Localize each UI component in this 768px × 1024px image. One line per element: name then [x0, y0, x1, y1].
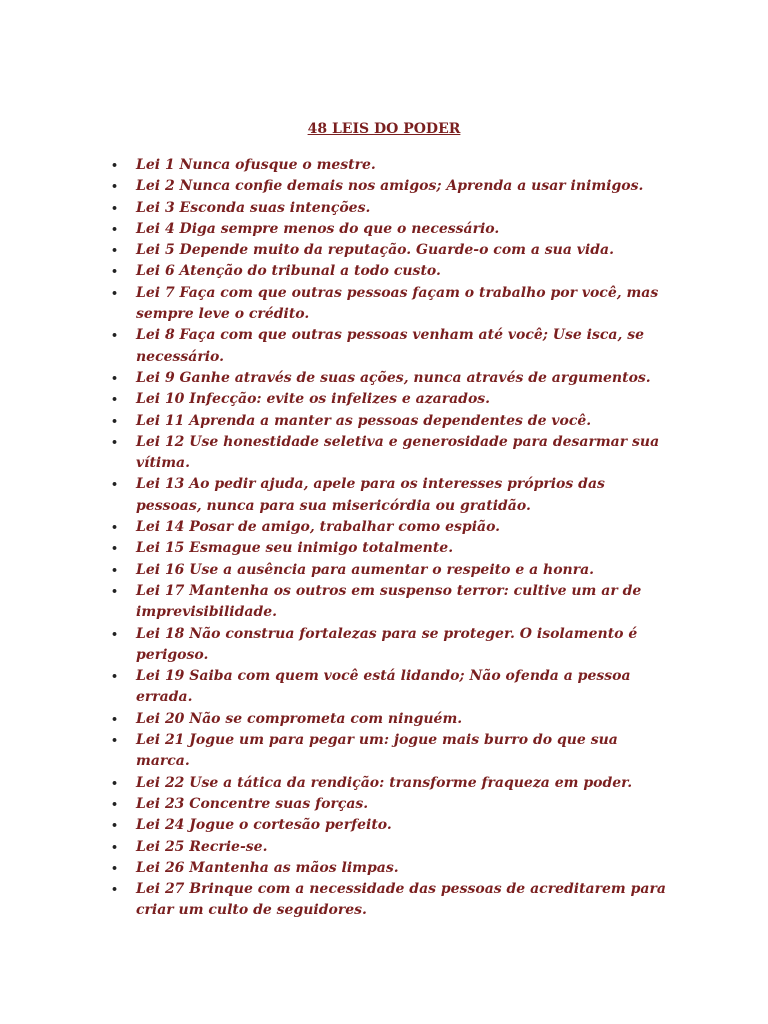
bullet-icon: • — [111, 222, 119, 236]
law-text: Lei 21 Jogue um para pegar um: jogue mais burro do que sua marca. — [136, 732, 618, 770]
list-item — [111, 560, 671, 581]
law-text: Lei 3 Esconda suas intenções. — [136, 199, 371, 216]
list-item — [111, 474, 671, 517]
law-text: Lei 15 Esmague seu inimigo totalmente. — [136, 540, 454, 557]
bullet-icon: • — [111, 883, 119, 897]
law-text: Lei 9 Ganhe através de suas ações, nunca através de argumentos. — [136, 369, 651, 386]
list-item — [111, 538, 671, 559]
list-item — [111, 773, 671, 794]
list-item — [111, 389, 671, 410]
list-item — [111, 666, 671, 709]
bullet-icon: • — [111, 244, 119, 258]
law-text: Lei 20 Não se comprometa com ninguém. — [136, 710, 463, 727]
law-text: Lei 17 Mantenha os outros em suspenso terror: cultive um ar de imprevisibilidade. — [136, 582, 642, 621]
bullet-icon: • — [111, 414, 119, 428]
law-text: Lei 2 Nunca confie demais nos amigos; Aprenda a usar inimigos. — [136, 178, 644, 195]
list-item — [111, 730, 671, 773]
list-item — [111, 261, 671, 282]
list-item — [111, 837, 671, 858]
law-text: Lei 14 Posar de amigo, trabalhar como espião. — [136, 519, 501, 536]
bullet-icon: • — [111, 819, 119, 833]
bullet-icon: • — [111, 563, 119, 577]
law-text: Lei 10 Infecção: evite os infelizes e azarados. — [136, 391, 491, 408]
law-text: Lei 8 Faça com que outras pessoas venham até você; Use isca, se necessário. — [136, 327, 645, 365]
law-text: Lei 6 Atenção do tribunal a todo custo. — [136, 263, 441, 280]
law-text: Lei 12 Use honestidade seletiva e generosidade para desarmar sua vítima. — [136, 433, 660, 472]
list-item — [111, 198, 671, 219]
bullet-icon: • — [111, 776, 119, 790]
list-item — [111, 368, 671, 389]
law-text: Lei 18 Não construa fortalezas para se proteger. O isolamento é perigoso. — [136, 625, 638, 663]
list-item — [111, 879, 671, 922]
law-text: Lei 24 Jogue o cortesão perfeito. — [136, 817, 392, 834]
law-text: Lei 7 Faça com que outras pessoas façam o trabalho por você, mas sempre leve o crédito. — [136, 284, 659, 323]
law-text: Lei 25 Recrie-se. — [136, 838, 268, 855]
list-item — [111, 858, 671, 879]
bullet-icon: • — [111, 265, 119, 279]
bullet-icon: • — [111, 329, 119, 343]
bullet-icon: • — [111, 286, 119, 300]
bullet-icon: • — [111, 201, 119, 215]
bullet-icon: • — [111, 797, 119, 811]
list-item — [111, 283, 671, 326]
bullet-icon: • — [111, 584, 119, 598]
law-text: Lei 11 Aprenda a manter as pessoas dependentes de você. — [136, 412, 592, 429]
list-item — [111, 240, 671, 261]
law-text: Lei 27 Brinque com a necessidade das pessoas de acreditarem para criar um culto de seguidores. — [136, 881, 666, 919]
list-item — [111, 581, 671, 624]
list-item — [111, 794, 671, 815]
bullet-icon: • — [111, 627, 119, 641]
law-text: Lei 1 Nunca ofusque o mestre. — [136, 157, 376, 173]
list-item — [111, 219, 671, 240]
list-item — [111, 517, 671, 538]
law-text: Lei 22 Use a tática da rendição: transforme fraqueza em poder. — [136, 774, 633, 791]
document-title: 48 LEIS DO PODER — [307, 121, 461, 137]
list-item — [111, 709, 671, 730]
bullet-icon: • — [111, 521, 119, 535]
list-item — [111, 815, 671, 836]
list-item — [111, 325, 671, 368]
bullet-icon: • — [111, 159, 119, 172]
list-item — [111, 176, 671, 197]
bullet-icon: • — [111, 435, 119, 449]
bullet-icon: • — [111, 478, 119, 492]
laws-list — [111, 155, 671, 922]
bullet-icon: • — [111, 393, 119, 407]
bullet-icon: • — [111, 734, 119, 748]
law-text: Lei 19 Saiba com quem você está lidando; Não ofenda a pessoa errada. — [136, 668, 631, 706]
law-text: Lei 5 Depende muito da reputação. Guarde-o com a sua vida. — [136, 242, 614, 259]
bullet-icon: • — [111, 542, 119, 556]
bullet-icon: • — [111, 840, 119, 854]
law-text: Lei 26 Mantenha as mãos limpas. — [136, 859, 399, 876]
list-item — [111, 411, 671, 432]
law-text: Lei 4 Diga sempre menos do que o necessário. — [136, 220, 500, 237]
list-item — [111, 624, 671, 667]
bullet-icon: • — [111, 371, 119, 385]
bullet-icon: • — [111, 180, 119, 194]
bullet-icon: • — [111, 861, 119, 875]
list-item — [111, 155, 671, 176]
law-text: Lei 13 Ao pedir ajuda, apele para os interesses próprios das pessoas, nunca para sua misericórdia ou gratidão. — [136, 476, 605, 514]
list-item — [111, 432, 671, 475]
bullet-icon: • — [111, 670, 119, 684]
law-text: Lei 16 Use a ausência para aumentar o respeito e a honra. — [136, 561, 595, 578]
bullet-icon: • — [111, 712, 119, 726]
law-text: Lei 23 Concentre suas forças. — [136, 795, 369, 812]
